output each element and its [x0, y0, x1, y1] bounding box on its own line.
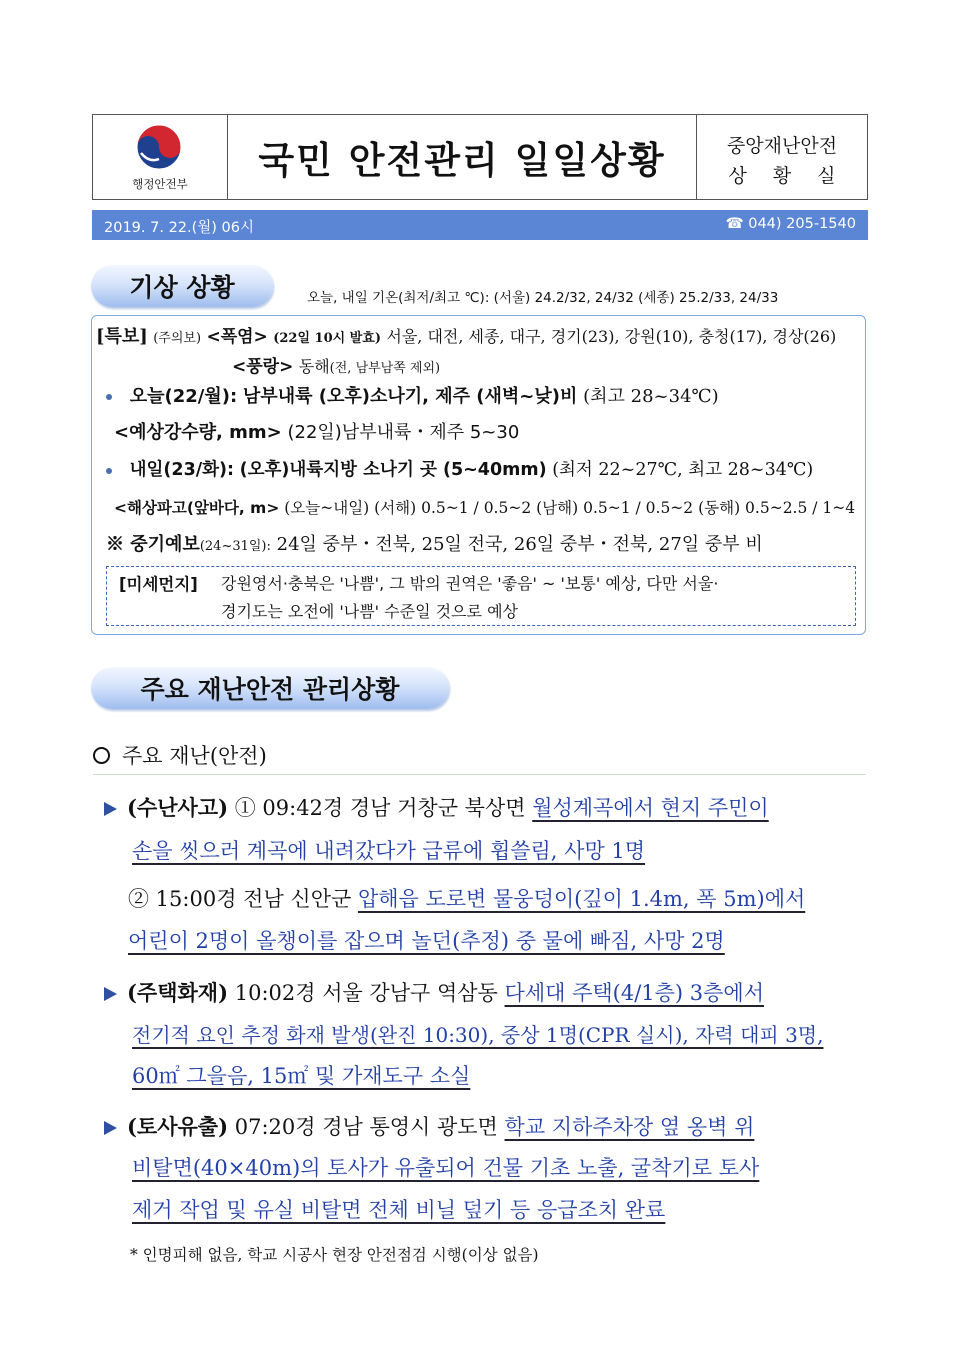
- bullet-icon: [106, 468, 112, 474]
- triangle-bullet-icon: [104, 987, 117, 1001]
- drowning-item-line-4: [128, 925, 892, 955]
- fine-dust-box: [106, 566, 856, 626]
- today-forecast-row: [106, 382, 719, 408]
- issuing-office: [697, 115, 867, 199]
- soil-location: 07:20경 경남 통영시 광도면: [234, 1115, 498, 1139]
- drowning-2-detail: 압해읍 도로변 물웅덩이(깊이 1.4m, 폭 5m)에서: [357, 887, 806, 911]
- soil-measures: 제거 작업 및 유실 비탈면 전체 비닐 덮기 등 응급조치 완료: [132, 1198, 666, 1222]
- ministry-logo: [93, 115, 228, 199]
- disaster-heading: 주요 재난안전 관리상황: [91, 667, 449, 709]
- special-warning-label: [특보]: [96, 326, 148, 347]
- fire-detail: 다세대 주택(4/1층) 3층에서: [504, 981, 764, 1005]
- rainfall-row: [114, 418, 519, 444]
- subheading-text: 주요 재난(안전): [122, 744, 267, 768]
- office-line-1: 중앙재난안전: [726, 135, 838, 157]
- wave-height-label: <해상파고(앞바다, m>: [114, 499, 280, 517]
- wind-wave-warning-row: [232, 352, 440, 377]
- fire-location: 10:02경 서울 강남구 역삼동: [234, 981, 498, 1005]
- soil-note: * 인명피해 없음, 학교 시공사 현장 안전점검 시행(이상 없음): [130, 1246, 539, 1264]
- heatwave-label: <폭염>: [206, 327, 268, 347]
- rainfall-text: (22일)남부내륙・제주 5~30: [287, 422, 520, 443]
- drowning-item-line-1: [104, 792, 868, 822]
- document-title: 국민 안전관리 일일상황: [228, 115, 697, 199]
- drowning-1-detail-cont: 손을 씻으러 계곡에 내려갔다가 급류에 휩쓸림, 사망 1명: [132, 839, 646, 863]
- taegeuk-emblem-icon: [135, 123, 183, 171]
- today-forecast: 남부내륙 (오후)소나기, 제주 (새벽~낮)비: [242, 386, 578, 407]
- tomorrow-temperature: (최저 22~27℃, 최고 28~34℃): [552, 460, 814, 480]
- wave-height-row: [114, 496, 855, 518]
- drowning-1-detail: 월성계곡에서 현지 주민이: [532, 796, 769, 820]
- disaster-subheading: [93, 740, 267, 770]
- heatwave-areas: 서울, 대전, 세종, 대구, 경기(23), 강원(10), 충청(17), 경상(26): [386, 327, 837, 346]
- fire-item-line-3: [132, 1060, 896, 1090]
- triangle-bullet-icon: [104, 1121, 117, 1135]
- divider: [93, 774, 866, 775]
- document-header: [92, 114, 868, 200]
- rainfall-label: <예상강수량, mm>: [114, 422, 282, 443]
- fire-item-line-2: [132, 1019, 896, 1048]
- drowning-item-line-3: [128, 883, 892, 913]
- wind-wave-note: (전, 남부남쪽 제외): [329, 361, 441, 376]
- soil-item-line-1: [104, 1111, 868, 1141]
- warning-type: (주의보): [153, 331, 202, 346]
- triangle-bullet-icon: [104, 802, 117, 816]
- tomorrow-forecast: (오후)내륙지방 소나기 곳 (5~40mm): [239, 460, 547, 480]
- fine-dust-label: [미세먼지]: [119, 575, 198, 594]
- soil-detail-cont: 비탈면(40×40m)의 토사가 유출되어 건물 기초 노출, 굴착기로 토사: [132, 1156, 760, 1180]
- mid-range-label: ※ 중기예보: [106, 534, 200, 555]
- weather-heading: 기상 상황: [91, 265, 273, 307]
- fine-dust-line-1: 강원영서·충북은 '나쁨', 그 밖의 권역은 '좋음' ~ '보통' 예상, 다만 서울·: [221, 574, 719, 593]
- drowning-label: (수난사고): [127, 795, 229, 820]
- wave-height-text: (오늘~내일) (서해) 0.5~1 / 0.5~2 (남해) 0.5~1 / 0.5~2 (동해) 0.5~2.5 / 1~4: [284, 499, 856, 517]
- special-warning-row: [96, 322, 836, 348]
- mid-range-text: 24일 중부・전북, 25일 전국, 26일 중부・전북, 27일 중부 비: [276, 534, 763, 555]
- fire-item-line-1: [104, 977, 868, 1007]
- weather-box: [91, 315, 866, 635]
- mid-range-forecast-row: [106, 530, 763, 556]
- ministry-name: 행정안전부: [132, 177, 188, 191]
- soil-item-line-2: [132, 1152, 896, 1182]
- drowning-1-location: ① 09:42경 경남 거창군 북상면: [234, 796, 526, 820]
- heatwave-time: (22일 10시 발효): [273, 331, 381, 346]
- tomorrow-label: 내일(23/화):: [129, 460, 235, 480]
- temperature-summary: 오늘, 내일 기온(최저/최고 ℃): (서울) 24.2/32, 24/32 (세종) 25.2/33, 24/33: [307, 290, 779, 306]
- circle-bullet-icon: [93, 747, 110, 764]
- today-temperature: (최고 28~34℃): [583, 386, 719, 407]
- today-label: 오늘(22/월):: [129, 386, 238, 407]
- fire-detail-cont: 전기적 요인 추정 화재 발생(완진 10:30), 중상 1명(CPR 실시), 자력 대피 3명,: [132, 1023, 824, 1047]
- office-line-2: 상황실: [728, 165, 862, 187]
- mid-range-period: (24~31일):: [199, 539, 271, 554]
- date-bar: [92, 210, 868, 240]
- bullet-icon: [106, 394, 112, 400]
- soil-detail: 학교 지하주차장 옆 옹벽 위: [504, 1115, 755, 1139]
- drowning-item-line-2: [132, 835, 896, 865]
- tomorrow-forecast-row: [106, 456, 813, 481]
- wind-wave-area: 동해: [298, 357, 330, 376]
- contact-phone: ☎ 044) 205-1540: [725, 216, 856, 232]
- wind-wave-label: <풍랑>: [232, 357, 294, 377]
- fire-damage: 60㎡ 그을음, 15㎡ 및 가재도구 소실: [132, 1064, 471, 1088]
- drowning-2-detail-cont: 어린이 2명이 올챙이를 잡으며 놀던(추정) 중 물에 빠짐, 사망 2명: [128, 929, 725, 953]
- fine-dust-line-2: 경기도는 오전에 '나쁨' 수준일 것으로 예상: [221, 602, 518, 621]
- soil-label: (토사유출): [127, 1114, 229, 1139]
- drowning-2-location: ② 15:00경 전남 신안군: [128, 887, 352, 911]
- fire-label: (주택화재): [127, 980, 229, 1005]
- report-date: 2019. 7. 22.(월) 06시: [104, 220, 255, 236]
- soil-item-line-3: [132, 1194, 896, 1224]
